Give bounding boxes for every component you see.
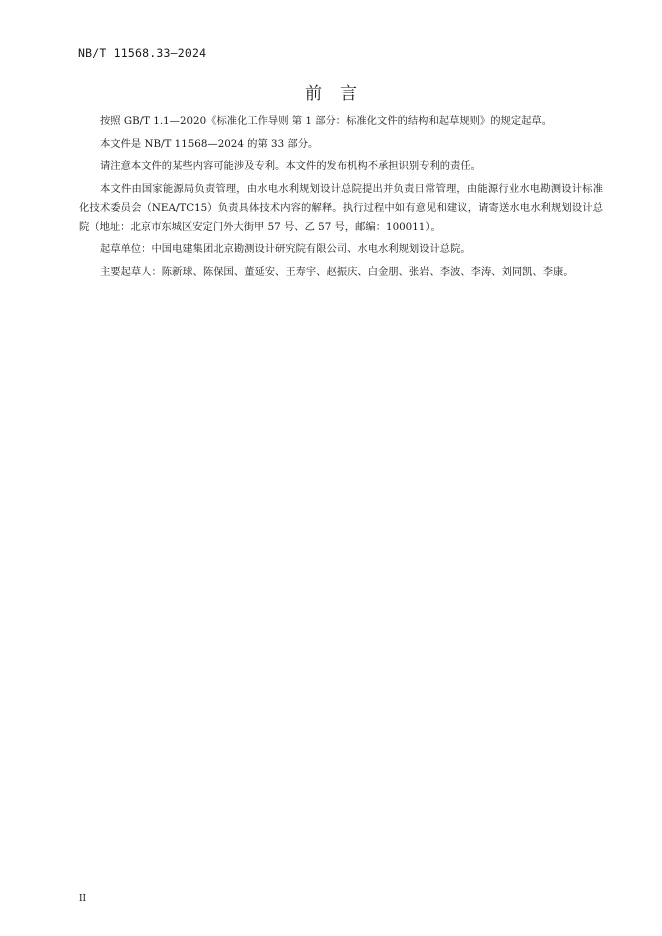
paragraph-drafters: 主要起草人：陈新球、陈保国、董延安、王寿宇、赵振庆、白金朋、张岩、李波、李涛、刘同凯、李康。: [100, 265, 574, 278]
preface-body: [79, 112, 603, 285]
standard-code: NB/T 11568.33—2024: [78, 46, 207, 60]
page-title: 前言: [305, 84, 375, 104]
paragraph-drafting-rules: 按照 GB/T 1.1—2020《标准化工作导则 第 1 部分：标准化文件的结构和起草规则》的规定起草。: [100, 115, 553, 127]
paragraph-patent-notice: 请注意本文件的某些内容可能涉及专利。本文件的发布机构不承担识别专利的责任。: [100, 160, 481, 172]
paragraph-part-info: 本文件是 NB/T 11568—2024 的第 33 部分。: [100, 137, 319, 150]
paragraph-drafting-organizations: 起草单位：中国电建集团北京勘测设计研究院有限公司、水电水利规划设计总院。: [100, 243, 471, 255]
page-number: II: [79, 894, 87, 904]
paragraph-management: 本文件由国家能源局负责管理，由水电水利规划设计总院提出并负责日常管理，由能源行业水电勘测设计标准化技术委员会（NEA/TC15）负责具体技术内容的解释。执行过程中如有意见和建议，请寄送水电水利规划设计总院（地址：北京市东城区安定门外大街甲 57 号、乙 57 号，邮编：100011）。: [79, 182, 603, 233]
